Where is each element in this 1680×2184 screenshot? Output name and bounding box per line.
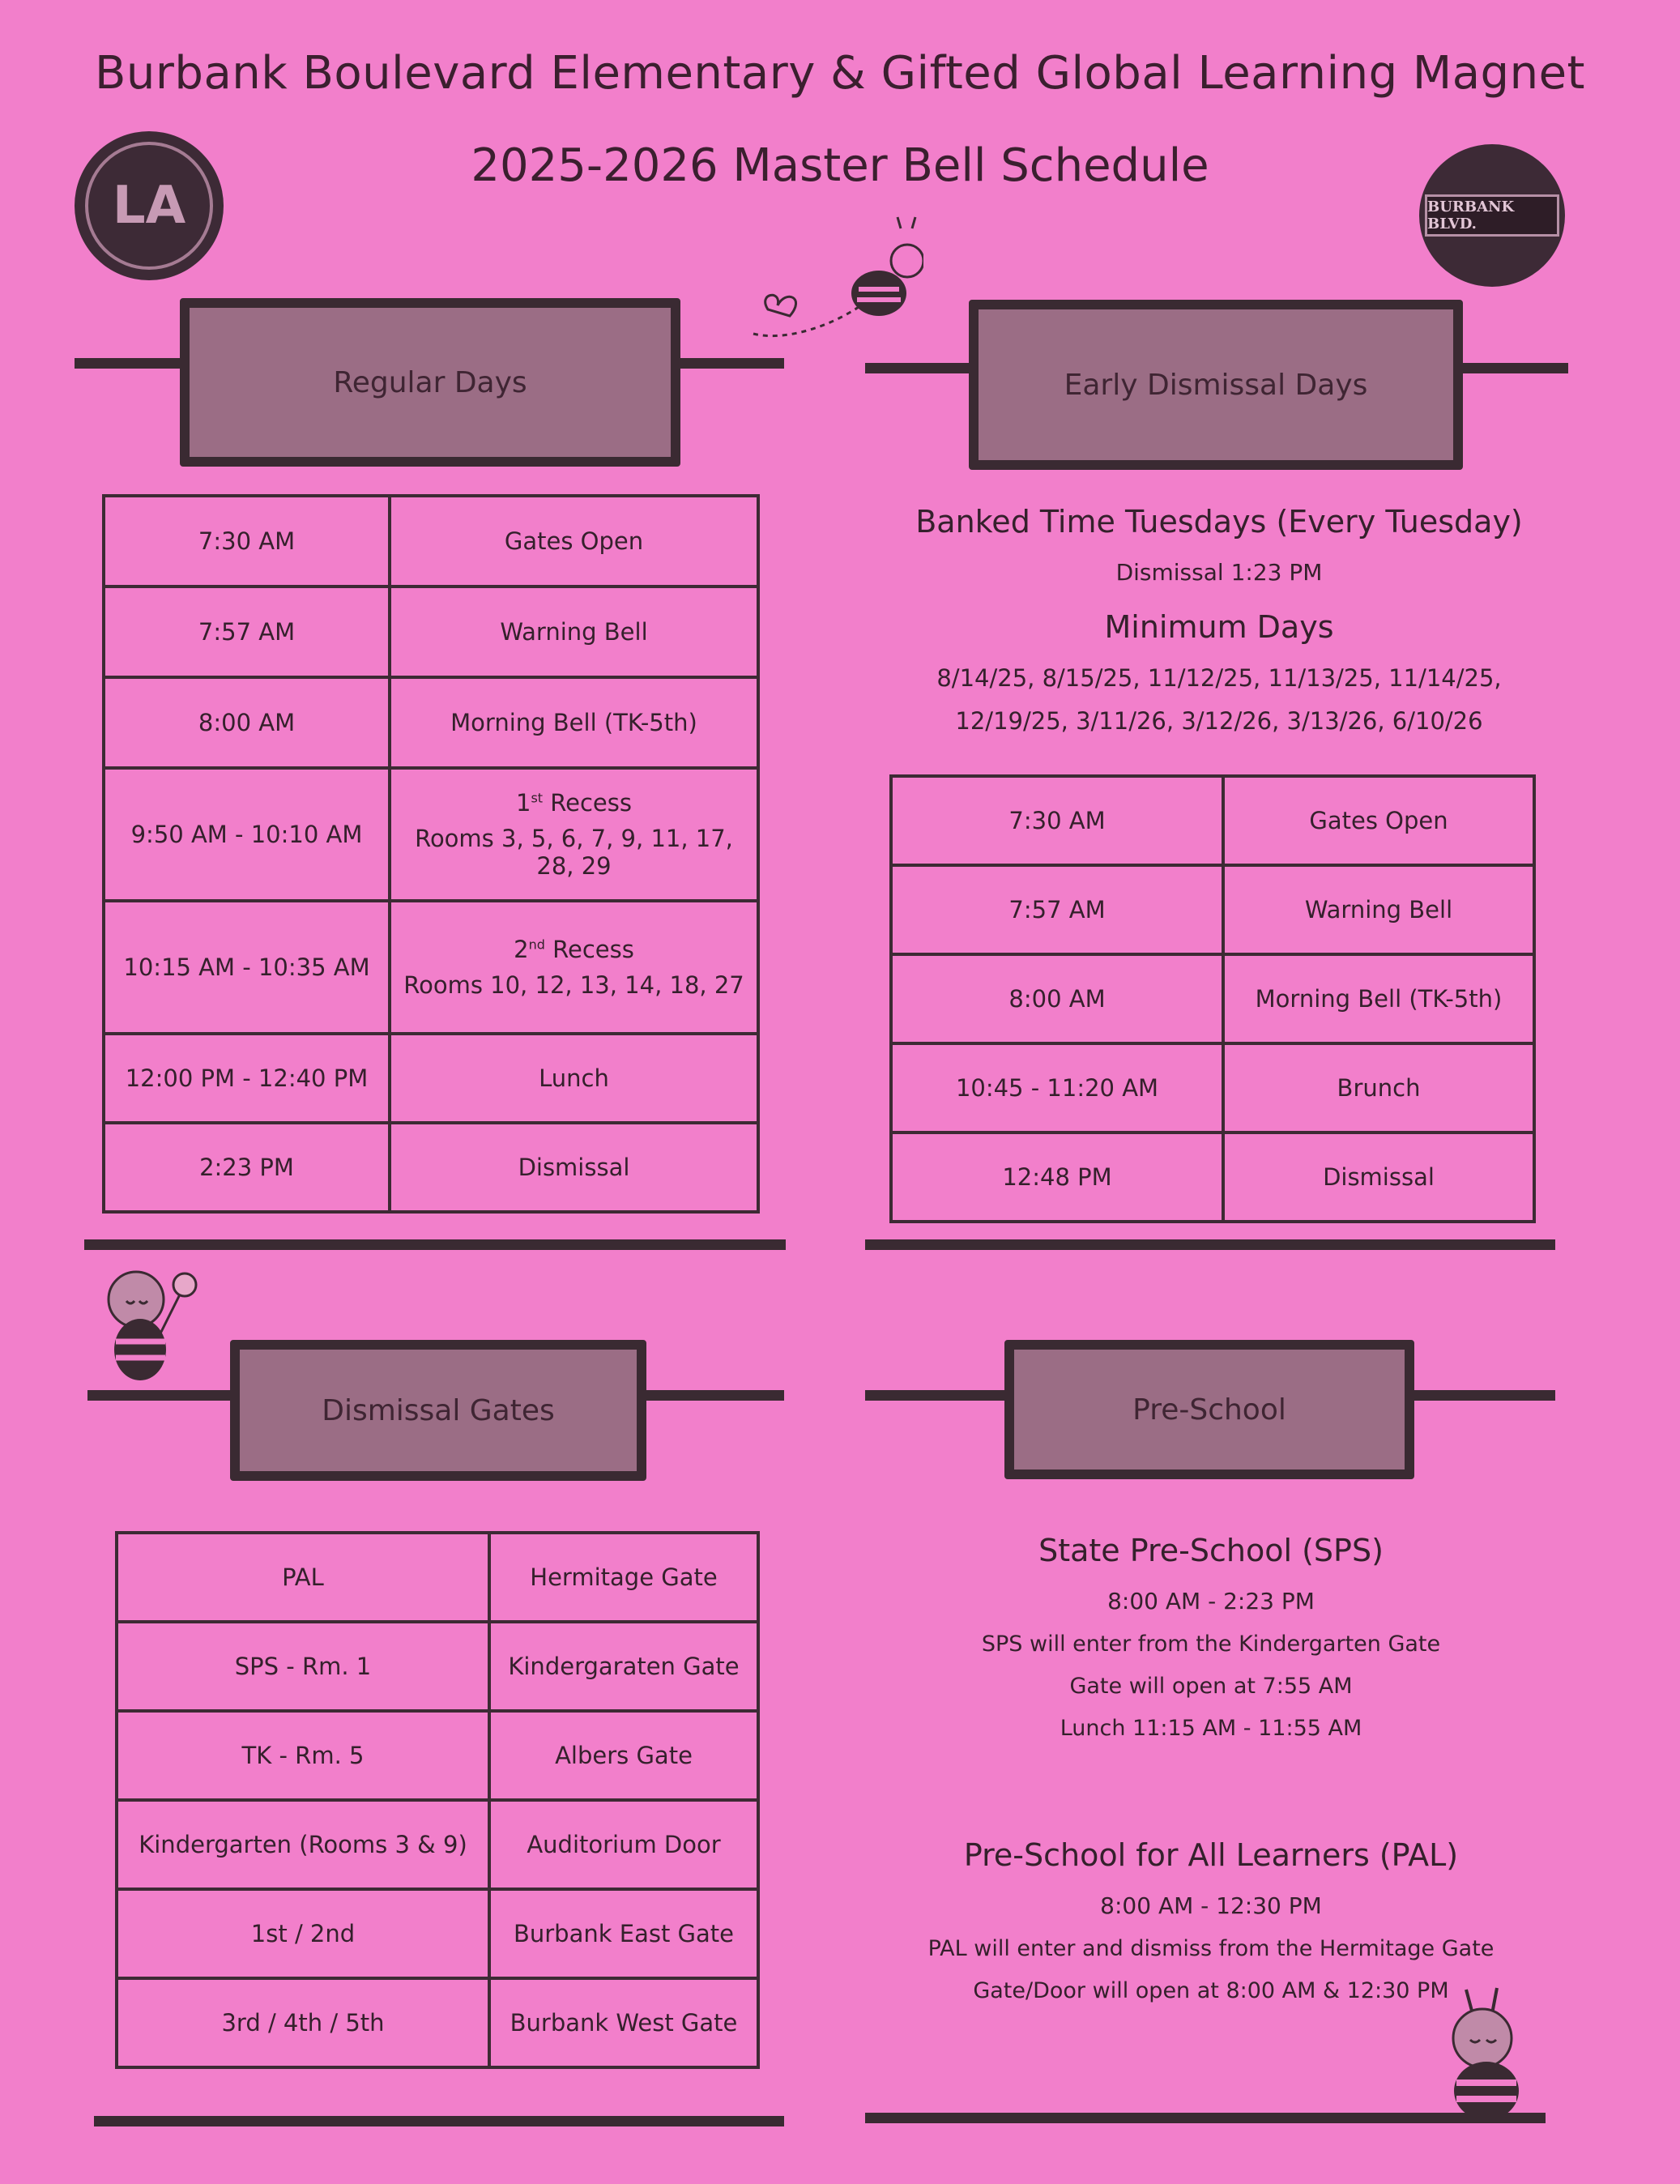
time-cell: 7:57 AM: [891, 865, 1223, 954]
group-cell: 1st / 2nd: [117, 1889, 489, 1978]
bee-flower-icon: [96, 1260, 209, 1390]
banked-time-title: Banked Time Tuesdays (Every Tuesday): [915, 504, 1523, 540]
time-cell: 2:23 PM: [104, 1123, 390, 1212]
table-row: [891, 865, 1534, 954]
district-logo-text: LA: [85, 142, 213, 270]
event-cell: Dismissal: [390, 1123, 758, 1212]
recess-number: 2: [514, 936, 529, 963]
time-cell: 8:00 AM: [891, 954, 1223, 1043]
time-cell: 8:00 AM: [104, 677, 390, 768]
event-cell: Morning Bell (TK-5th): [390, 677, 758, 768]
table-row: [117, 1711, 758, 1800]
sps-title: State Pre-School (SPS): [1038, 1533, 1384, 1568]
table-row: [891, 1133, 1534, 1222]
minimum-days-dates-1: 8/14/25, 8/15/25, 11/12/25, 11/13/25, 11/14/25,: [936, 664, 1502, 692]
sps-line-2: Gate will open at 7:55 AM: [1069, 1674, 1353, 1699]
event-cell: Warning Bell: [1223, 865, 1534, 954]
time-cell: 12:00 PM - 12:40 PM: [104, 1034, 390, 1123]
recess-ordinal: st: [531, 790, 544, 806]
event-cell: Morning Bell (TK-5th): [1223, 954, 1534, 1043]
time-cell: 10:15 AM - 10:35 AM: [104, 901, 390, 1034]
preschool-heading: Pre-School: [1004, 1340, 1414, 1479]
table-row: [104, 496, 758, 587]
table-row: [117, 1978, 758, 2067]
recess-rooms: Rooms 3, 5, 6, 7, 9, 11, 17, 28, 29: [415, 825, 733, 880]
early-dismissal-heading: Early Dismissal Days: [969, 300, 1463, 470]
district-logo: [75, 131, 224, 280]
sps-hours: 8:00 AM - 2:23 PM: [1107, 1588, 1315, 1615]
table-row: [104, 587, 758, 677]
group-cell: 3rd / 4th / 5th: [117, 1978, 489, 2067]
dismissal-gates-table: [115, 1531, 760, 2069]
group-cell: SPS - Rm. 1: [117, 1622, 489, 1711]
time-cell: 10:45 - 11:20 AM: [891, 1043, 1223, 1133]
group-cell: TK - Rm. 5: [117, 1711, 489, 1800]
gate-cell: Kindergaraten Gate: [489, 1622, 758, 1711]
recess-ordinal: nd: [528, 936, 545, 953]
school-logo-text: BURBANK BLVD.: [1425, 194, 1559, 237]
minimum-days-title: Minimum Days: [1104, 609, 1334, 645]
gate-cell: Burbank East Gate: [489, 1889, 758, 1978]
table-row: [104, 677, 758, 768]
pal-hours: 8:00 AM - 12:30 PM: [1100, 1892, 1322, 1919]
table-row: [117, 1533, 758, 1622]
group-cell: Kindergarten (Rooms 3 & 9): [117, 1800, 489, 1889]
sps-line-1: SPS will enter from the Kindergarten Gate: [981, 1632, 1441, 1657]
table-row: [104, 1034, 758, 1123]
table-row: [117, 1800, 758, 1889]
table-row: [104, 768, 758, 901]
time-cell: 7:30 AM: [891, 776, 1223, 865]
table-row: [891, 954, 1534, 1043]
time-cell: 7:30 AM: [104, 496, 390, 587]
early-dismissal-bottom-rule: [865, 1239, 1555, 1250]
dismissal-gates-bottom-rule: [94, 2116, 784, 2126]
time-cell: 12:48 PM: [891, 1133, 1223, 1222]
gate-cell: Hermitage Gate: [489, 1533, 758, 1622]
dismissal-gates-heading: Dismissal Gates: [230, 1340, 646, 1481]
bee-bottom-icon: [1426, 1981, 1547, 2127]
group-cell: PAL: [117, 1533, 489, 1622]
preschool-bottom-rule: [865, 2113, 1546, 2123]
schedule-title: 2025-2026 Master Bell Schedule: [471, 139, 1209, 192]
table-row: [104, 901, 758, 1034]
event-cell: Gates Open: [1223, 776, 1534, 865]
event-cell: Dismissal: [1223, 1133, 1534, 1222]
school-name: Burbank Boulevard Elementary & Gifted Global Learning Magnet: [94, 47, 1586, 100]
table-row: [117, 1889, 758, 1978]
event-cell: Lunch: [390, 1034, 758, 1123]
regular-days-bottom-rule: [84, 1239, 786, 1250]
event-cell: Gates Open: [390, 496, 758, 587]
pal-title: Pre-School for All Learners (PAL): [963, 1837, 1459, 1873]
event-cell: Brunch: [1223, 1043, 1534, 1133]
gate-cell: Auditorium Door: [489, 1800, 758, 1889]
recess-rooms: Rooms 10, 12, 13, 14, 18, 27: [403, 971, 744, 999]
table-row: [891, 1043, 1534, 1133]
table-row: [117, 1622, 758, 1711]
event-cell: [390, 901, 758, 1034]
event-cell: Warning Bell: [390, 587, 758, 677]
regular-days-heading: Regular Days: [180, 298, 680, 467]
gate-cell: Albers Gate: [489, 1711, 758, 1800]
pal-line-1: PAL will enter and dismiss from the Hermitage Gate: [927, 1936, 1495, 1961]
time-cell: 7:57 AM: [104, 587, 390, 677]
recess-label: Recess: [543, 789, 632, 817]
early-dismissal-table: [889, 774, 1536, 1223]
recess-number: 1: [516, 789, 531, 817]
table-row: [104, 1123, 758, 1212]
sps-line-3: Lunch 11:15 AM - 11:55 AM: [1060, 1716, 1362, 1741]
minimum-days-dates-2: 12/19/25, 3/11/26, 3/12/26, 3/13/26, 6/10/26: [955, 707, 1483, 735]
event-cell: [390, 768, 758, 901]
regular-days-table: [102, 494, 760, 1214]
pal-line-2: Gate/Door will open at 8:00 AM & 12:30 PM: [973, 1978, 1449, 2003]
school-logo: [1419, 144, 1565, 287]
recess-label: Recess: [544, 936, 634, 963]
time-cell: 9:50 AM - 10:10 AM: [104, 768, 390, 901]
bee-heart-icon: [721, 212, 923, 350]
banked-time-dismissal: Dismissal 1:23 PM: [1115, 559, 1323, 586]
table-row: [891, 776, 1534, 865]
gate-cell: Burbank West Gate: [489, 1978, 758, 2067]
